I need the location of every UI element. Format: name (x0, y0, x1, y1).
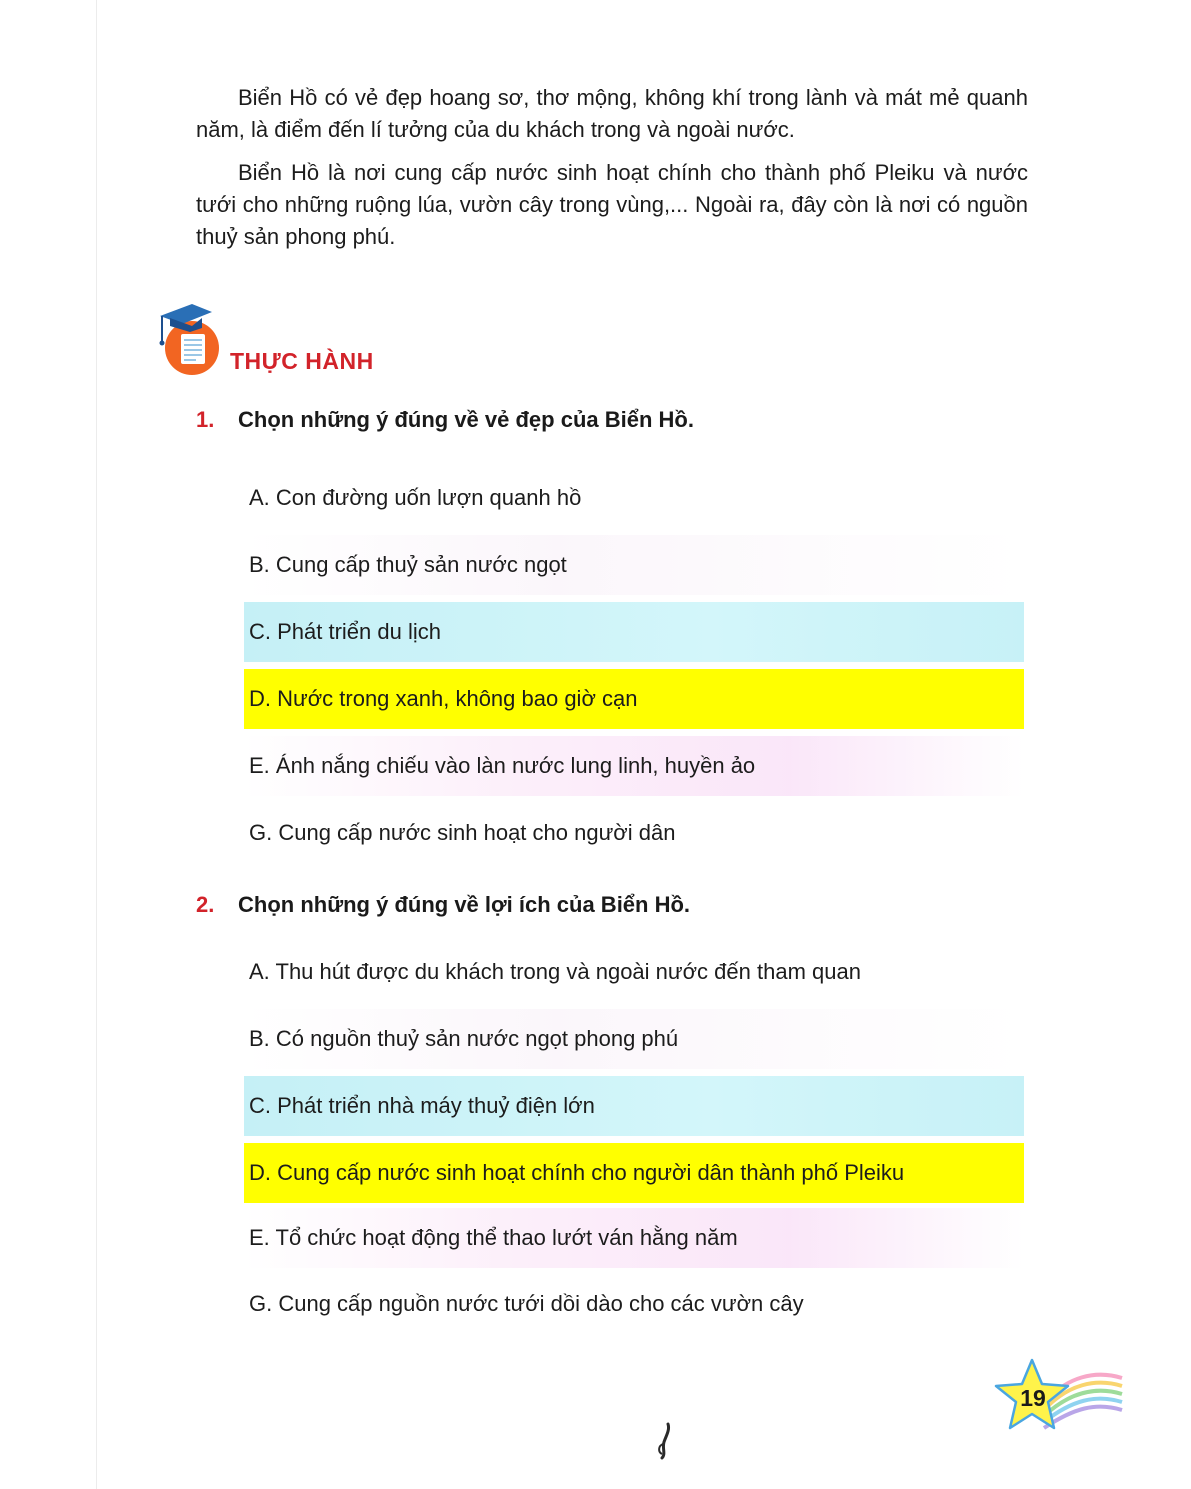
ink-mark-icon (654, 1422, 676, 1460)
q1-option-c[interactable]: C. Phát triển du lịch (244, 602, 1024, 662)
q2-option-b[interactable]: B. Có nguồn thuỷ sản nước ngọt phong phú (244, 1009, 1024, 1069)
q1-option-g[interactable]: G. Cung cấp nước sinh hoạt cho người dân (249, 820, 676, 845)
page-edge (96, 0, 97, 1489)
question-1-number: 1. (196, 407, 215, 432)
q1-option-a[interactable]: A. Con đường uốn lượn quanh hồ (249, 485, 582, 510)
q2-option-c[interactable]: C. Phát triển nhà máy thuỷ điện lớn (244, 1076, 1024, 1136)
graduation-cap-book-icon (156, 302, 228, 382)
q2-option-a[interactable]: A. Thu hút được du khách trong và ngoài nước đến tham quan (249, 959, 861, 984)
q2-option-d[interactable]: D. Cung cấp nước sinh hoạt chính cho người dân thành phố Pleiku (244, 1143, 1024, 1203)
q1-option-d[interactable]: D. Nước trong xanh, không bao giờ cạn (244, 669, 1024, 729)
q1-option-e[interactable]: E. Ánh nắng chiếu vào làn nước lung linh, huyền ảo (244, 736, 1024, 796)
intro-paragraph-2: Biển Hồ là nơi cung cấp nước sinh hoạt chính cho thành phố Pleiku và nước tưới cho những ruộng lúa, vườn cây trong vùng,... Ngoài ra, đây còn là nơi có nguồn thuỷ sản phong phú. (196, 160, 1028, 249)
q2-option-g[interactable]: G. Cung cấp nguồn nước tưới dồi dào cho các vườn cây (249, 1291, 804, 1316)
q1-option-b[interactable]: B. Cung cấp thuỷ sản nước ngọt (244, 535, 1024, 595)
question-2-number: 2. (196, 892, 215, 917)
question-2-text: Chọn những ý đúng về lợi ích của Biển Hồ. (238, 892, 691, 917)
section-title: THỰC HÀNH (230, 348, 374, 374)
page-number: 19 (1020, 1385, 1046, 1411)
star-rainbow-icon (986, 1356, 1126, 1438)
q2-option-e[interactable]: E. Tổ chức hoạt động thể thao lướt ván hằng năm (244, 1208, 1024, 1268)
intro-paragraph-1: Biển Hồ có vẻ đẹp hoang sơ, thơ mộng, không khí trong lành và mát mẻ quanh năm, là điểm đến lí tưởng của du khách trong và ngoài nước. (196, 85, 1028, 142)
question-1-text: Chọn những ý đúng về vẻ đẹp của Biển Hồ. (238, 407, 694, 432)
